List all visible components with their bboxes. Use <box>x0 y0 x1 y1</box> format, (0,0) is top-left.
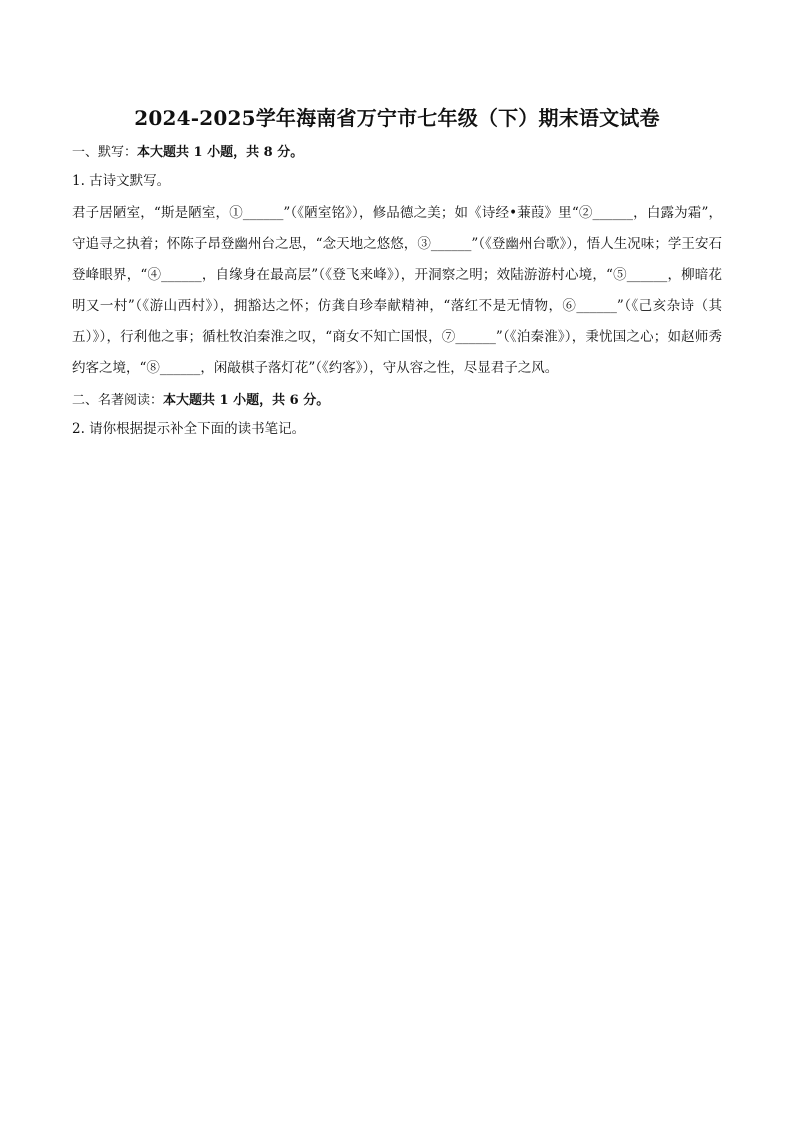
section-1-heading <box>72 142 722 164</box>
section-2-desc: 本大题共 1 小题，共 6 分。 <box>163 393 330 408</box>
section-2-lead: 二、名著阅读： <box>72 393 164 408</box>
section-1-desc: 本大题共 1 小题，共 8 分。 <box>137 145 304 160</box>
section-2-heading <box>72 390 722 412</box>
section-1-lead: 一、默写： <box>72 145 138 160</box>
question-2-prompt: 2. 请你根据提示补全下面的读书笔记。 <box>72 421 306 437</box>
question-1-text: 君子居陋室，“斯是陋室，①______”（《陋室铭》），修品德之美；如《诗经•蒹葭》里“②______，白露为霜”，守追寻之执着；怀陈子昂登幽州台之思，“念天地之悠悠，③______”（《登幽州台歌》），悟人生况味；学王安石登峰眼界，“④______，自缘身在最高层”（《登飞来峰》），开洞察之明；效陆游游村心境，“⑤______，柳暗花明又一村”（《游山西村》），拥豁达之怀；仿龚自珍奉献精神，“落红不是无情物，⑥______”（《己亥杂诗（其五）》），行利他之事；循杜牧泊秦淮之叹，“商女不知亡国恨，⑦______”（《泊秦淮》），秉忧国之心；如赵师秀约客之境，“⑧______，闲敲棋子落灯花”（《约客》），守从容之性，尽显君子之风。 <box>72 205 722 376</box>
question-1-prompt: 1. 古诗文默写。 <box>72 173 171 189</box>
exam-title: 2024-2025学年海南省万宁市七年级（下）期末语文试卷 <box>134 106 660 130</box>
